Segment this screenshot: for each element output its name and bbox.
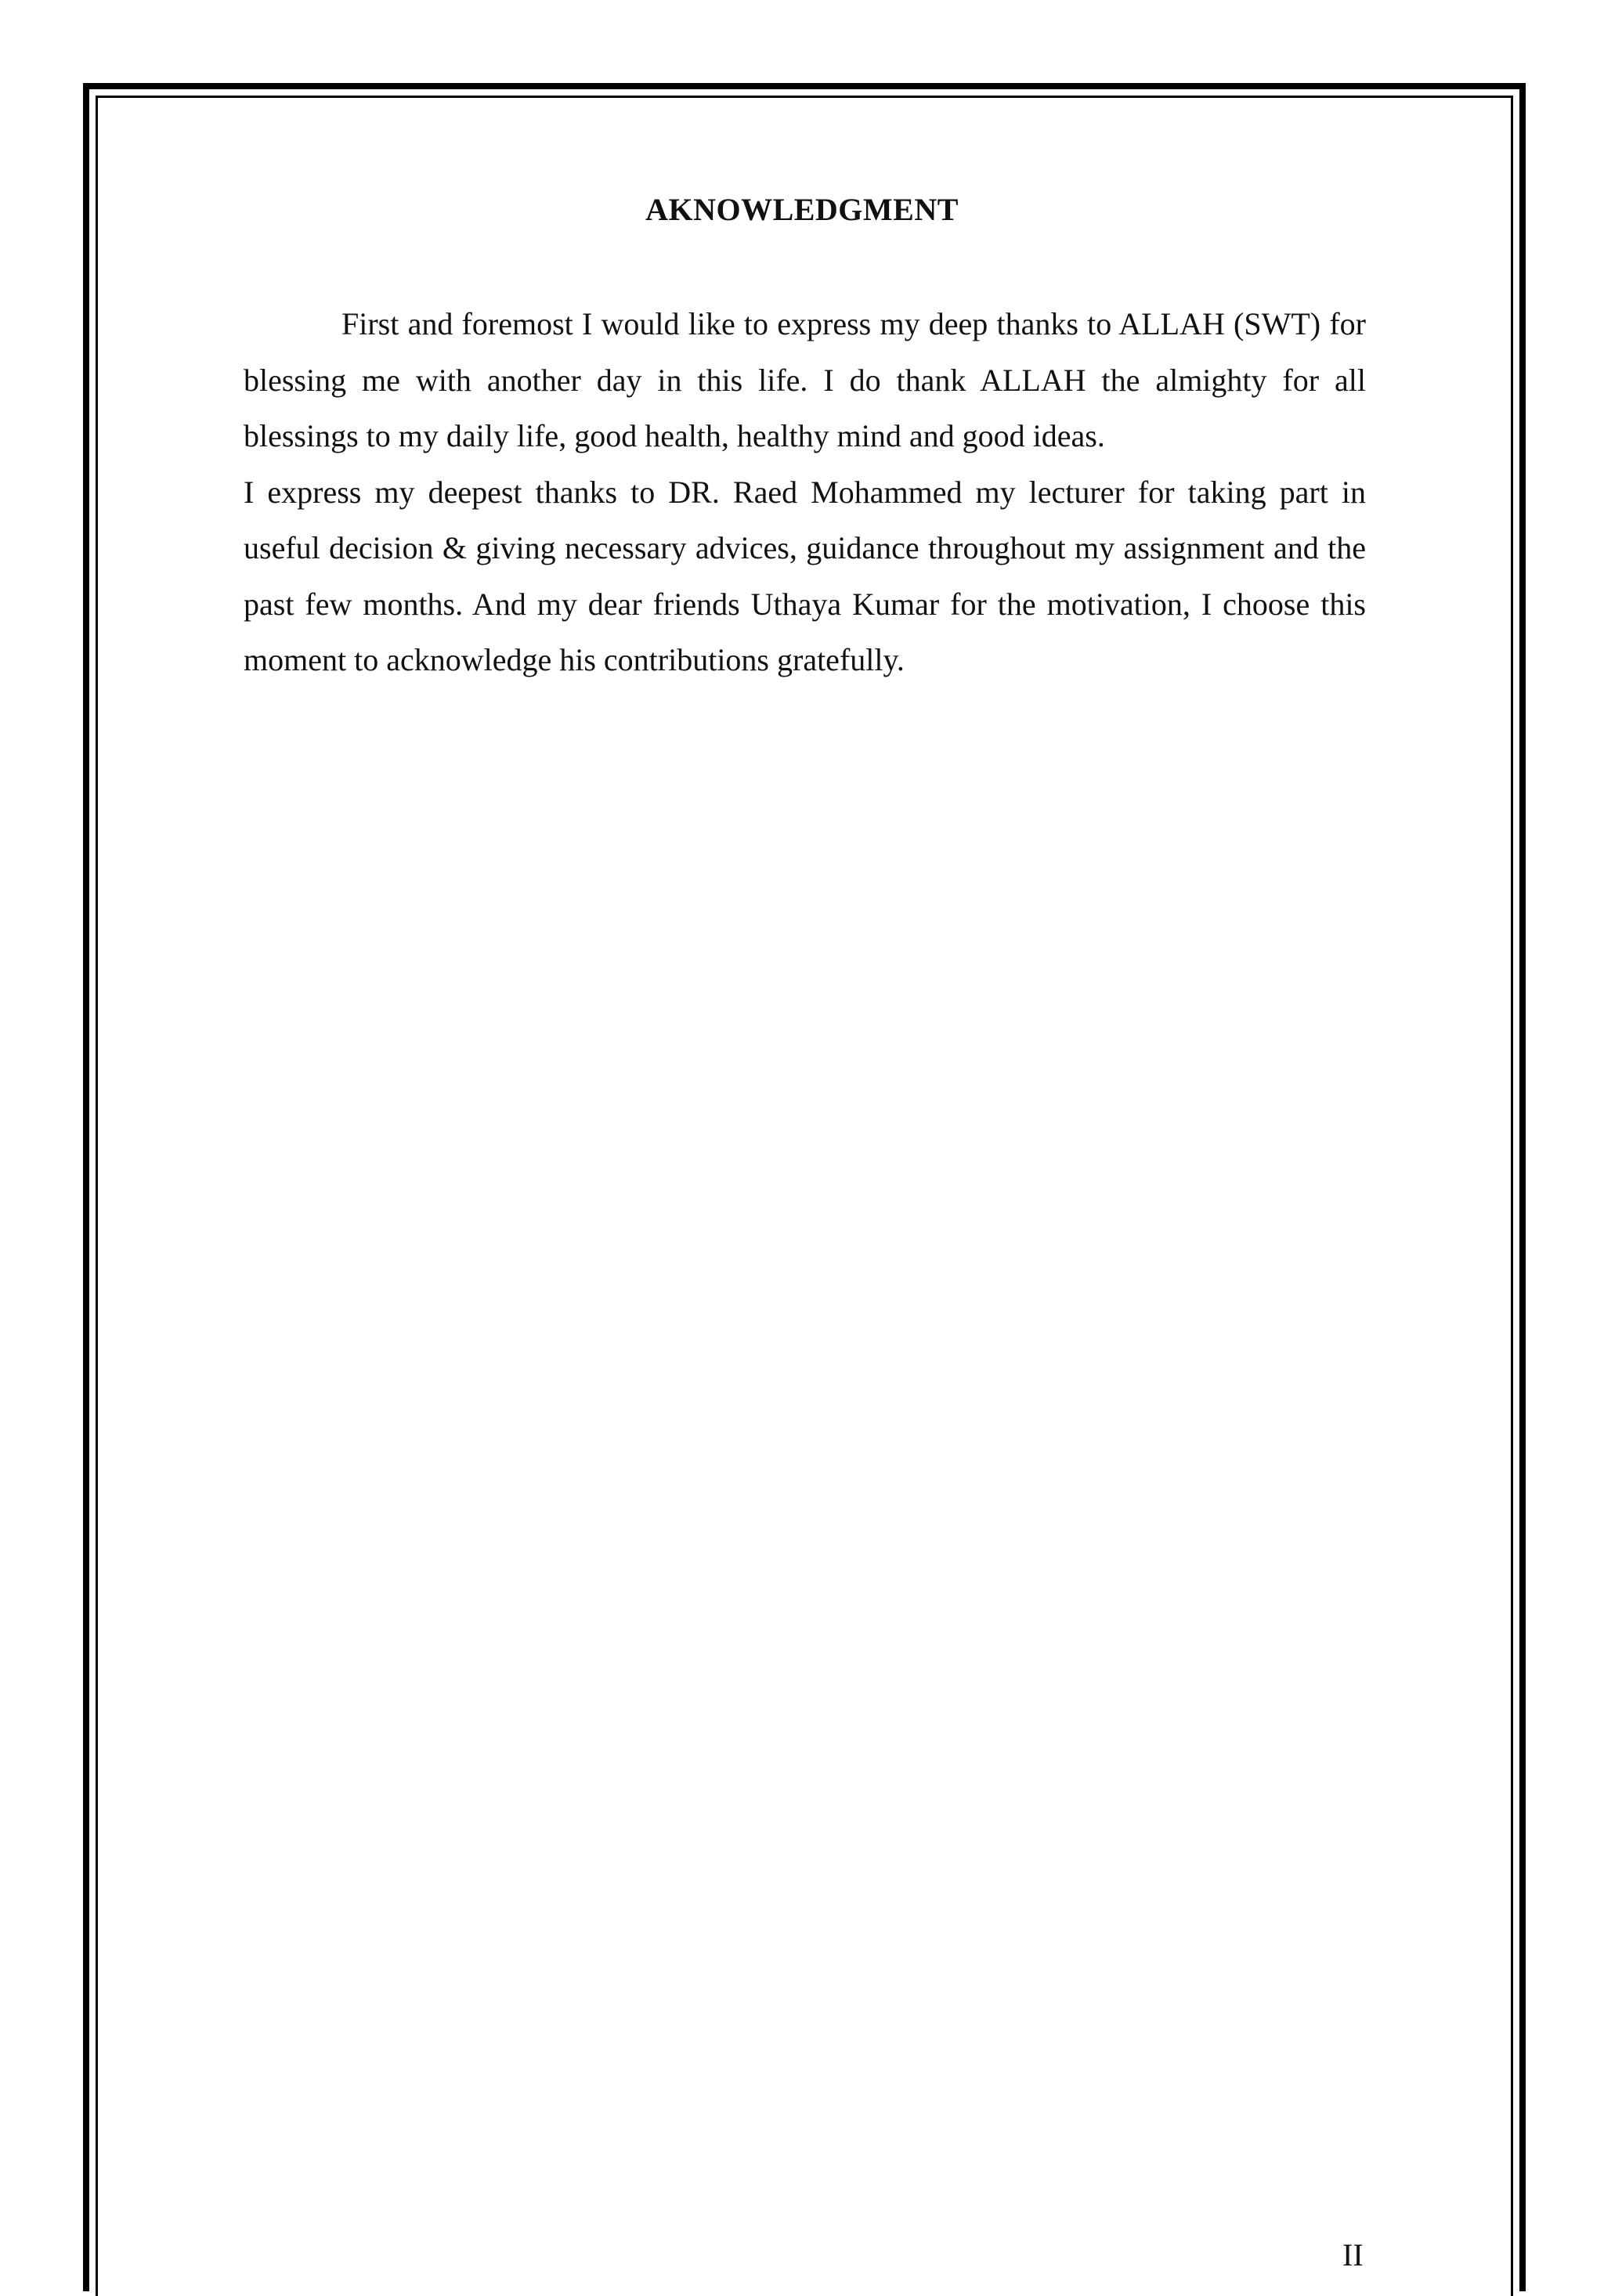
paragraph-1: First and foremost I would like to express my deep thanks to ALLAH (SWT) for blessing me with another day in this life. I do thank ALLAH the almighty for all blessings to my daily life, good health, healthy mind and good ideas. bbox=[244, 306, 1366, 453]
page-title: AKNOWLEDGMENT bbox=[645, 192, 959, 227]
acknowledgment-body bbox=[244, 296, 1366, 688]
paragraph-2: I express my deepest thanks to DR. Raed Mohammed my lecturer for taking part in useful decision & giving necessary advices, guidance throughout my assignment and the past few months. And my dear friends Uthaya Kumar for the motivation, I choose this moment to acknowledge his contributions gratefully. bbox=[244, 474, 1366, 677]
page-number: II bbox=[1342, 2237, 1364, 2273]
